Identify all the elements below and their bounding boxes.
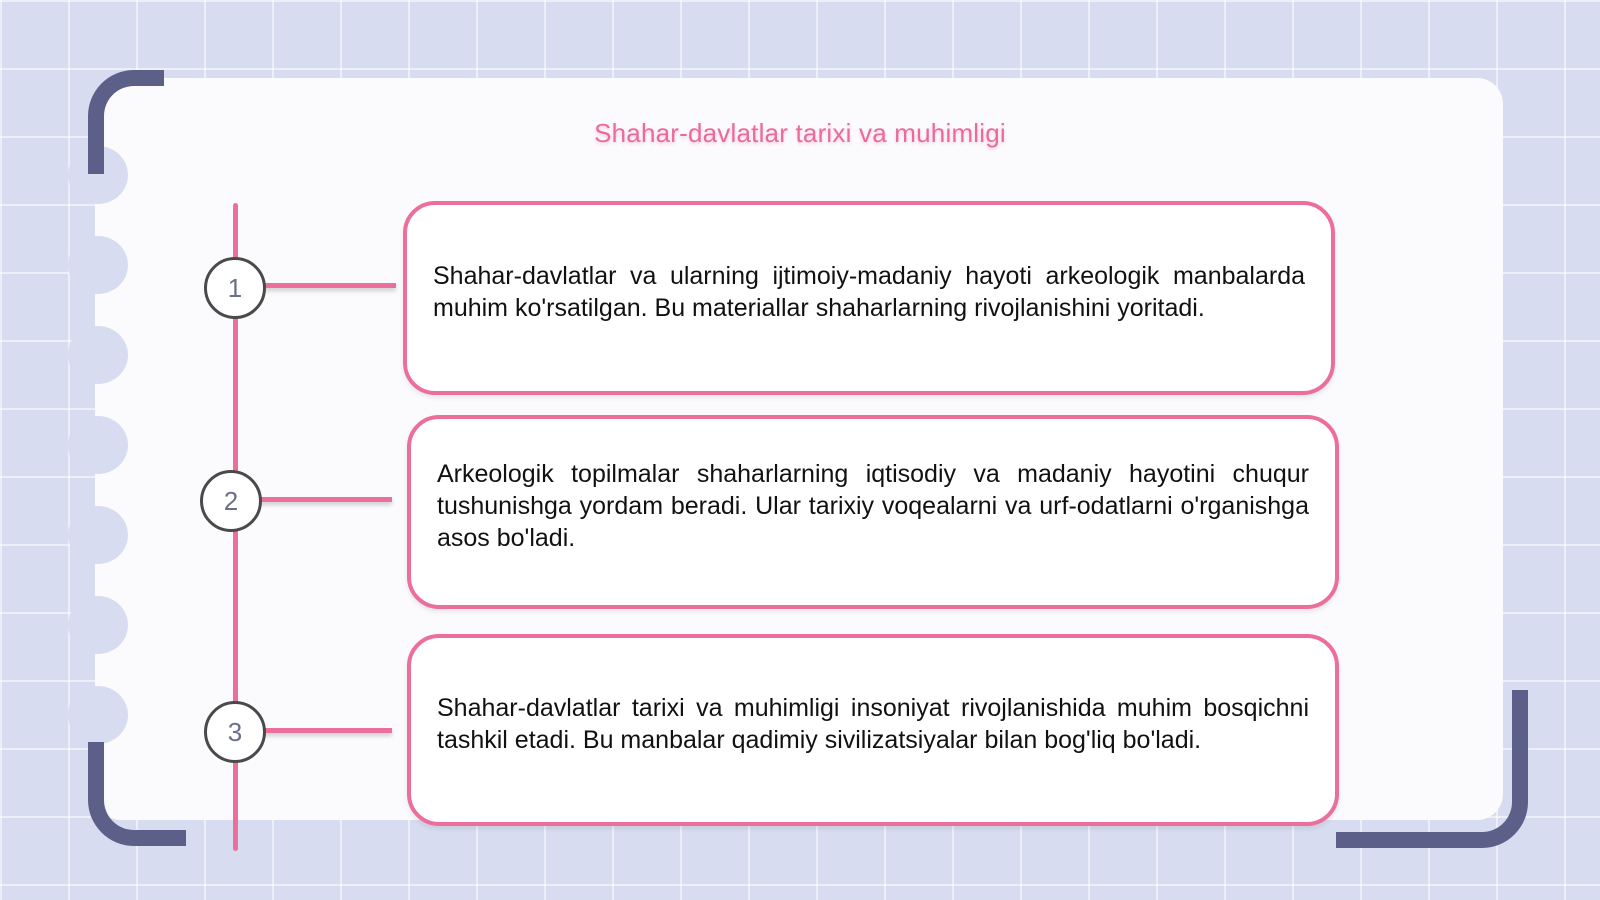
item-text: Shahar-davlatlar va ularning ijtimoiy-madaniy hayoti arkeologik manbalarda muhim ko'rsatilgan. Bu materiallar shaharlarning rivojlanishini yoritadi. xyxy=(433,262,1305,322)
timeline-marker-2 xyxy=(200,470,262,532)
binder-tab xyxy=(68,686,128,744)
binder-tab xyxy=(68,416,128,474)
binder-tab xyxy=(68,596,128,654)
binder-tab xyxy=(68,506,128,564)
item-text: Shahar-davlatlar tarixi va muhimligi insoniyat rivojlanishida muhim bosqichni tashkil etadi. Bu manbalar qadimiy sivilizatsiyalar bilan bog'liq bo'ladi. xyxy=(437,694,1309,754)
frame-corner-bottom-left xyxy=(88,742,186,846)
timeline-item-3 xyxy=(407,634,1339,826)
timeline-connector xyxy=(262,283,396,288)
timeline-connector xyxy=(258,497,392,502)
timeline-item-1 xyxy=(403,201,1335,395)
marker-number: 3 xyxy=(227,716,243,747)
timeline-item-2 xyxy=(407,415,1339,609)
slide-title: Shahar-davlatlar tarixi va muhimligi xyxy=(594,118,1006,148)
timeline-marker-3 xyxy=(204,701,266,763)
binder-tab xyxy=(68,326,128,384)
timeline-marker-1 xyxy=(204,257,266,319)
marker-number: 2 xyxy=(223,485,239,516)
marker-number: 1 xyxy=(227,272,243,303)
binder-tab xyxy=(68,236,128,294)
item-text: Arkeologik topilmalar shaharlarning iqtisodiy va madaniy hayotini chuqur tushunishga yordam beradi. Ular tarixiy voqealarni va urf-odatlarni o'rganishga asos bo'ladi. xyxy=(437,460,1309,552)
timeline-connector xyxy=(262,728,392,733)
frame-corner-bottom-right xyxy=(1336,690,1528,848)
